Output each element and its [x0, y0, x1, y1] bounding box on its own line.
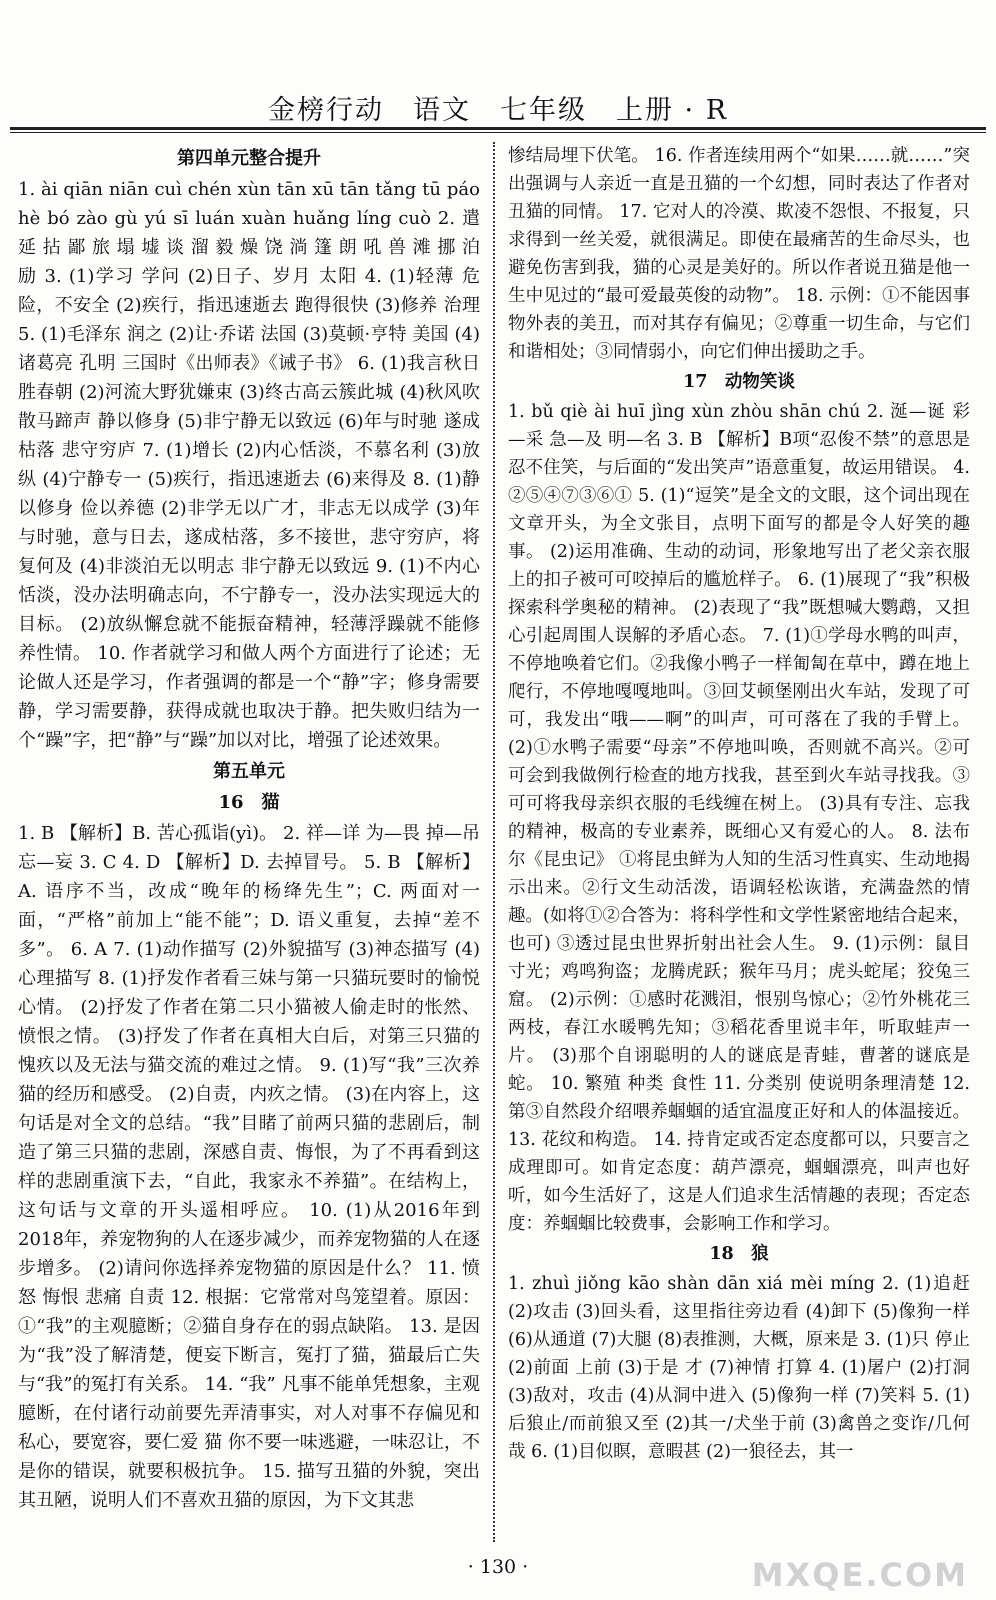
answer-paragraph: 1. B 【解析】B. 苦心孤诣(yì)。 2. 祥—详 为—畏 掉—吊 忘—妄 3. C 4. D 【解析】D. 去掉冒号。 5. B 【解析】A. 语序不当，改成“晚年的杨绛先生”；C. 两面对一面，“严格”前加上“能不能”；D. 语义重复，去掉“差不多”。 6. A 7. (1)动作描写 (2)外貌描写 (3)神态描写 (4)心理描写 8. (1)抒发作者看三妹与第一只猫玩要时的愉悦心情。 (2)抒发了作者在第二只小猫被人偷走时的怅然、愤恨之情。 (3)抒发了作者在真相大白后，对第三只猫的愧疚以及无法与猫交流的难过之情。 9. (1)写“我”三次养猫的经历和感受。 (2)自责，内疚之情。 (3)在内容上，这句话是对全文的总结。“我”目睹了前两只猫的悲剧后，制造了第三只猫的悲剧，深感自责、悔恨，为了不再看到这样的悲剧重演下去，“自此，我家永不养猫”。在结构上，这句话与文章的开头遥相呼应。 10. (1)从2016年到2018年，养宠物狗的人在逐步减少，而养宠物猫的人在逐步增多。 (2)请问你选择养宠物猫的原因是什么？ 11. 愤怒 悔恨 悲痛 自责 12. 根据：它常常对鸟笼望着。原因：①“我”的主观臆断；②猫自身存在的弱点缺陷。 13. 是因为“我”没了解清楚，便妄下断言，冤打了猫，猫最后亡失与“我”的冤打有关系。 14. “我” 凡事不能单凭想象，主观臆断，在付诸行动前要先弄清事实，对人对事不存偏见和私心，要宽容，要仁爱 猫 你不要一味逃避，一味忍让，不是你的错误，就要积极抗争。 15. 描写丑猫的外貌，突出其丑陋，说明人们不喜欢丑猫的原因，为下文其悲 [18, 823, 480, 1511]
answer-paragraph: 1. bǔ qiè ài huī jìng xùn zhòu shān chú 2. 涎—诞 彩—采 急—及 明—名 3. B 【解析】B项“忍俊不禁”的意思是忍不住笑，与后面的“发出笑声”语意重复，故运用错误。 4. ②⑤④⑦③⑥① 5. (1)“逗笑”是全文的文眼，这个词出现在文章开头，为全文张目，点明下面写的都是令人好笑的趣事。 (2)运用准确、生动的动词，形象地写出了老父亲衣服上的扣子被可可咬掉后的尴尬样子。 6. (1)展现了“我”积极探索科学奥秘的精神。 (2)表现了“我”既想喊大鹦鹉，又担心引起周围人误解的矛盾心态。 7. (1)①学母水鸭的叫声，不停地唤着它们。②我像小鸭子一样匍匐在草中，蹲在地上爬行，不停地嘎嘎地叫。③回艾顿堡刚出火车站，发现了可可，我发出“哦——啊”的叫声，可可落在了我的手臂上。 (2)①水鸭子需要“母亲”不停地叫唤，否则就不高兴。②可可会到我做例行检查的地方找我，甚至到火车站寻找我。③可可将我母亲织衣服的毛线缠在树上。 (3)具有专注、忘我的精神，极高的专业素养，既细心又有爱心的人。 8. 法布尔《昆虫记》 ①将昆虫鲜为人知的生活习性真实、生动地揭示出来。②行文生动活泼，语调轻松诙谐，充满盎然的情趣。(如将①②合答为：将科学性和文学性紧密地结合起来，也可) ③透过昆虫世界折射出社会人生。 9. (1)示例：鼠目寸光；鸡鸣狗盗；龙腾虎跃；猴年马月；虎头蛇尾；狡兔三窟。 (2)示例：①感时花溅泪，恨别鸟惊心；②竹外桃花三两枝，春江水暖鸭先知；③稻花香里说丰年，听取蛙声一片。 (3)那个自诩聪明的人的谜底是青蛙，曹著的谜底是蛇。 10. 繁殖 种类 食性 11. 分类别 使说明条理清楚 12. 第③自然段介绍喂养蝈蝈的适宜温度正好和人的体温接近。 13. 花纹和构造。 14. 持肯定或否定态度都可以，只要言之成理即可。如肯定态度：葫芦漂亮，蝈蝈漂亮，叫声也好听，如今生活好了，这是人们追求生活情趣的表现；否定态度：养蝈蝈比较费事，会影响工作和学习。 [508, 402, 970, 1234]
right-column [508, 142, 970, 1466]
answer-paragraph: 惨结局埋下伏笔。 16. 作者连续用两个“如果……就……”突出强调与人亲近一直是丑猫的一个幻想，同时表达了作者对丑猫的同情。 17. 它对人的冷漠、欺凌不怨恨、不报复，只求得到一丝关爱，就很满足。即使在最痛苦的生命尽头，也避免伤害到我，猫的心灵是美好的。所以作者说丑猫是他一生中见过的“最可爱最英俊的动物”。 18. 示例：①不能因事物外表的美丑，而对其存有偏见；②尊重一切生命，与它们和谐相处；③同情弱小，向它们伸出援助之手。 [508, 146, 970, 362]
answer-paragraph: 1. ài qiān niān cuì chén xùn tān xū tān tǎng tū páo hè bó zào gù yú sī luán xuàn huǎng líng cuò 2. 遣 延 拈 鄙 旅 塌 墟 谈 溜 毅 燥 饶 淌 篷 朗 吼 兽 滩 挪 泊 励 3. (1)学习 学问 (2)日子、岁月 太阳 4. (1)轻薄 危险，不安全 (2)疾行，指迅速逝去 跑得很快 (3)修养 治理 5. (1)毛泽东 润之 (2)让·乔诺 法国 (3)莫顿·亨特 美国 (4)诸葛亮 孔明 三国时《出师表》《诫子书》 6. (1)我言秋日胜春朝 (2)河流大野犹嫌束 (3)终古高云簇此城 (4)秋风吹散马蹄声 静以修身 (5)非宁静无以致远 (6)年与时驰 遂成枯落 悲守穷庐 7. (1)增长 (2)内心恬淡，不慕名利 (3)放纵 (4)宁静专一 (5)疾行，指迅速逝去 (6)来得及 8. (1)静以修身 俭以养德 (2)非学无以广才，非志无以成学 (3)年与时驰，意与日去，遂成枯落，多不接世，悲守穷庐，将复何及 (4)非淡泊无以明志 非宁静无以致远 9. (1)不内心恬淡，没办法明确志向，不宁静专一，没办法实现远大的目标。 (2)放纵懈怠就不能振奋精神，轻薄浮躁就不能修养性情。 10. 作者就学习和做人两个方面进行了论述；无论做人还是学习，作者强调的都是一个“静”字；修身需要静，学习需要静，获得成就也取决于静。把失败归结为一个“躁”字，把“静”与“躁”加以对比，增强了论述效果。 [18, 179, 480, 751]
answer-paragraph: 1. zhuì jiǒng kāo shàn dān xiá mèi míng 2. (1)追赶 (2)攻击 (3)回头看，这里指往旁边看 (4)卸下 (5)像狗一样 (6)从通道 (7)大腿 (8)表推测，大概，原来是 3. (1)只 停止 (2)前面 上前 (3)于是 才 (7)神情 打算 4. (1)屠户 (2)打洞 (3)敌对，攻击 (4)从洞中进入 (5)像狗一样 (7)笑料 5. (1)后狼止/而前狼又至 (2)其一/犬坐于前 (3)禽兽之变诈/几何哉 6. (1)目似瞑，意暇甚 (2)一狼径去，其一 [508, 1274, 970, 1462]
section-title: 18 狼 [709, 1244, 769, 1264]
section-title: 16 猫 [218, 792, 280, 813]
watermark-logo: MXQE.COM [751, 1556, 968, 1594]
section-title: 第五单元 [213, 761, 285, 782]
column-divider [493, 142, 495, 1542]
page-number: · 130 · [467, 1556, 529, 1578]
page-header: 金榜行动 语文 七年级 上册 · R [267, 95, 729, 126]
section-title: 第四单元整合提升 [177, 148, 321, 169]
header-rule [10, 127, 986, 130]
section-title: 17 动物笑谈 [683, 372, 795, 392]
header-rule-thin [10, 132, 986, 133]
left-column [18, 142, 480, 1515]
